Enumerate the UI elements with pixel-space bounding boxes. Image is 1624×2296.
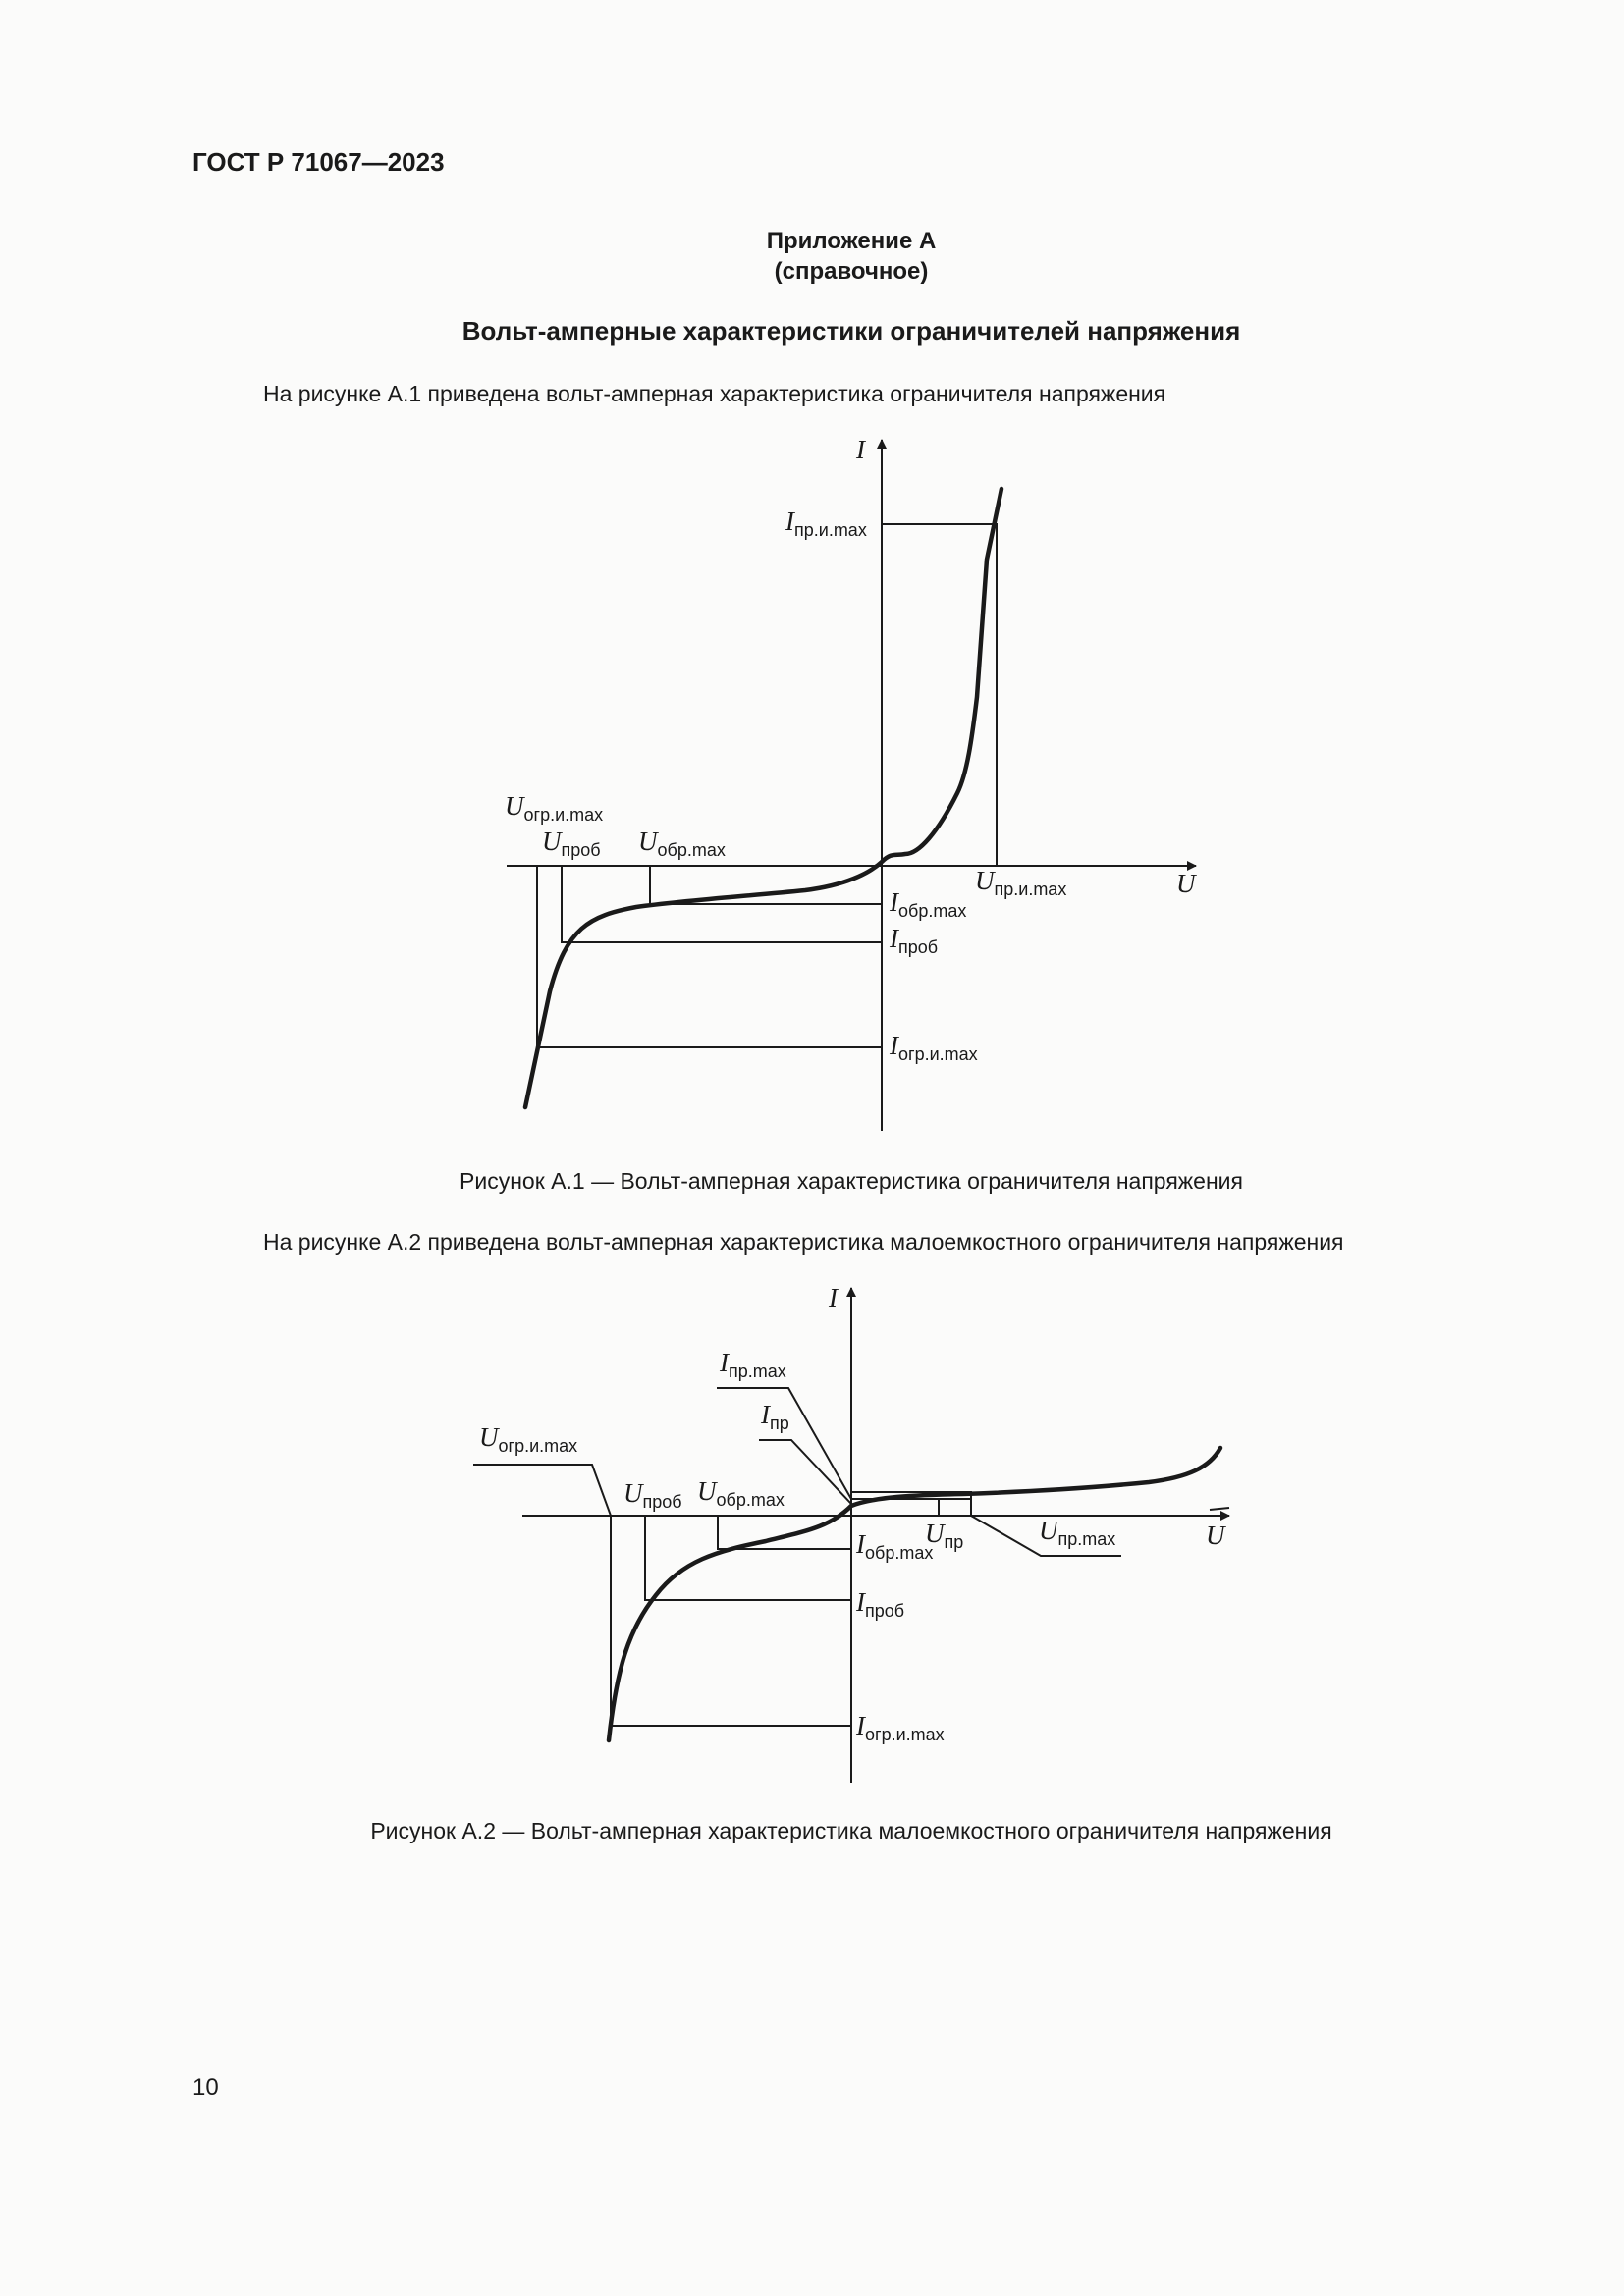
figure-1-label-u-obr-max: $U_{обр.max}$ bbox=[638, 827, 726, 860]
figure-2-label-u-pr-max: $U_{пр.max}$ bbox=[1039, 1516, 1116, 1549]
figure-2-axis-i-label: I bbox=[829, 1283, 838, 1312]
figure-2-label-i-ogr-max: $I_{огр.и.max}$ bbox=[856, 1711, 945, 1744]
figure-2-label-i-pr-max: $I_{пр.max}$ bbox=[720, 1348, 786, 1381]
paragraph-figure-1-intro: На рисунке А.1 приведена вольт-амперная характеристика ограничителя напряжения bbox=[263, 381, 1166, 406]
figure-1-label-i-pr-max: $I_{пр.и.max}$ bbox=[785, 507, 867, 540]
figure-2-label-u-ogr-max: $U_{огр.и.max}$ bbox=[479, 1422, 578, 1456]
figure-2-label-u-obr-max: $U_{обр.max}$ bbox=[697, 1476, 785, 1510]
figure-2-label-i-obr-max: $I_{обр.max}$ bbox=[856, 1529, 934, 1563]
figure-1-label-i-ogr-max: $I_{огр.и.max}$ bbox=[890, 1031, 978, 1064]
figure-1-axis-i-label: I bbox=[856, 435, 865, 464]
figure-1-caption: Рисунок А.1 — Вольт-амперная характеристика ограничителя напряжения bbox=[460, 1168, 1243, 1194]
figure-1-axis-u-label: U bbox=[1176, 869, 1196, 898]
figure-1-label-u-prob: $U_{проб}$ bbox=[542, 827, 601, 860]
figure-1-label-u-pr-max: $U_{пр.и.max}$ bbox=[975, 866, 1067, 899]
figure-2-caption: Рисунок А.2 — Вольт-амперная характеристика малоемкостного ограничителя напряжения bbox=[370, 1818, 1332, 1843]
figure-2-label-u-pr: $U_{пр}$ bbox=[925, 1519, 964, 1552]
figure-2-axis-u-label: U bbox=[1206, 1521, 1225, 1550]
figure-1-label-u-ogr-max: $U_{огр.и.max}$ bbox=[505, 791, 604, 825]
paragraph-figure-2-intro: На рисунке А.2 приведена вольт-амперная характеристика малоемкостного ограничителя напряжения bbox=[263, 1229, 1344, 1255]
figure-1-label-i-prob: $I_{проб}$ bbox=[890, 924, 939, 957]
figure-1-label-i-obr-max: $I_{обр.max}$ bbox=[890, 887, 967, 921]
section-title: Вольт-амперные характеристики ограничителей напряжения bbox=[461, 316, 1241, 346]
figure-2-label-u-prob: $U_{проб}$ bbox=[623, 1478, 682, 1512]
figure-2-label-i-prob: $I_{проб}$ bbox=[856, 1587, 905, 1621]
page-number: 10 bbox=[192, 2074, 219, 2101]
annex-title: Приложение А bbox=[766, 228, 937, 254]
annex-subtitle: (справочное) bbox=[774, 258, 929, 285]
document-id: ГОСТ Р 71067—2023 bbox=[192, 147, 445, 177]
figure-2-label-i-pr: $I_{пр}$ bbox=[761, 1400, 789, 1433]
